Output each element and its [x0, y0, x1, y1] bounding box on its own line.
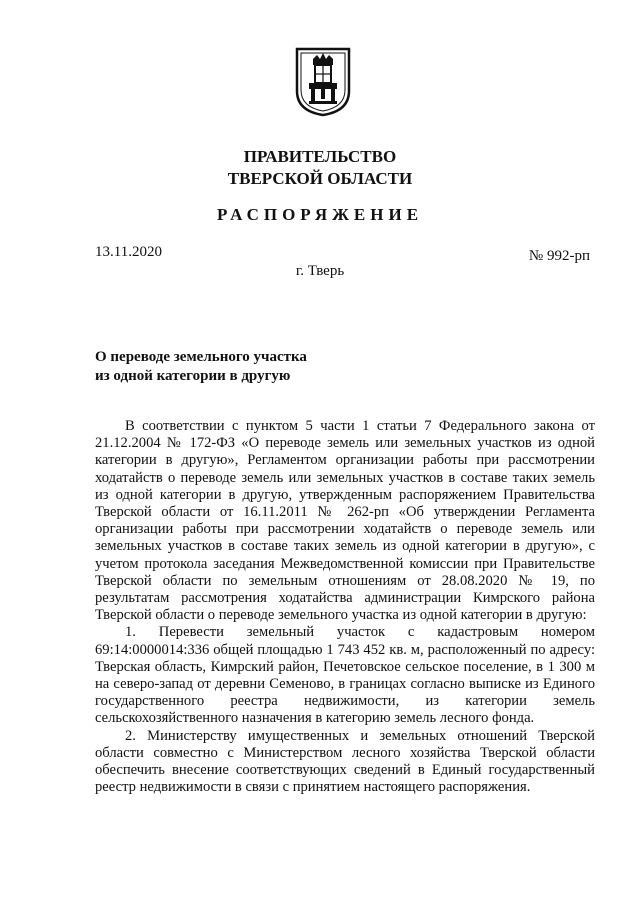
subject-line1: О переводе земельного участка	[95, 349, 307, 365]
document-body	[95, 418, 595, 796]
subject-line2: из одной категории в другую	[95, 368, 291, 384]
document-city: г. Тверь	[295, 263, 345, 279]
org-name-line1: ПРАВИТЕЛЬСТВО	[243, 147, 397, 166]
body-paragraph-item-2: 2. Министерству имущественных и земельных отношений Тверской области совместно с Министерством лесного хозяйства Тверской области обеспечить внесение соответствующих сведений в Единый государственный реестр недвижимости в связи с принятием настоящего распоряжения.	[95, 727, 595, 796]
tver-region-coat-of-arms-icon	[293, 45, 353, 117]
document-subject	[95, 348, 415, 386]
org-name-line2: ТВЕРСКОЙ ОБЛАСТИ	[227, 169, 413, 188]
body-paragraph-preamble: В соответствии с пунктом 5 части 1 статьи 7 Федерального закона от 21.12.2004 № 172-ФЗ «О переводе земель или земельных участков из одной категории в другую», Регламентом организации работы при рассмотрении ходатайств о переводе земель или земельных участков в составе таких земель из одной категории в другую, утвержденным распоряжением Правительства Тверской области от 16.11.2011 № 262-рп «Об утверждении Регламента организации работы при рассмотрении ходатайств о переводе земель или земельных участков в составе таких земель из одной категории в другую», с учетом протокола заседания Межведомственной комиссии при Правительстве Тверской области по земельным отношениям от 28.08.2020 № 19, по результатам рассмотрения ходатайства администрации Кимрского района Тверской области о переводе земельного участка из одной категории в другую:	[95, 418, 595, 624]
document-number: № 992-рп	[528, 248, 590, 264]
document-date: 13.11.2020	[95, 244, 162, 260]
document-type: РАСПОРЯЖЕНИЕ	[216, 205, 424, 224]
body-paragraph-item-1: 1. Перевести земельный участок с кадастровым номером 69:14:0000014:336 общей площадью 1 743 452 кв. м, расположенный по адресу: Тверская область, Кимрский район, Печетовское сельское поселение, в 1 300 м на северо-запад от деревни Семеново, в границах согласно выписке из Единого государственного реестра недвижимости, из категории земель сельскохозяйственного назначения в категорию земель лесного фонда.	[95, 624, 595, 727]
